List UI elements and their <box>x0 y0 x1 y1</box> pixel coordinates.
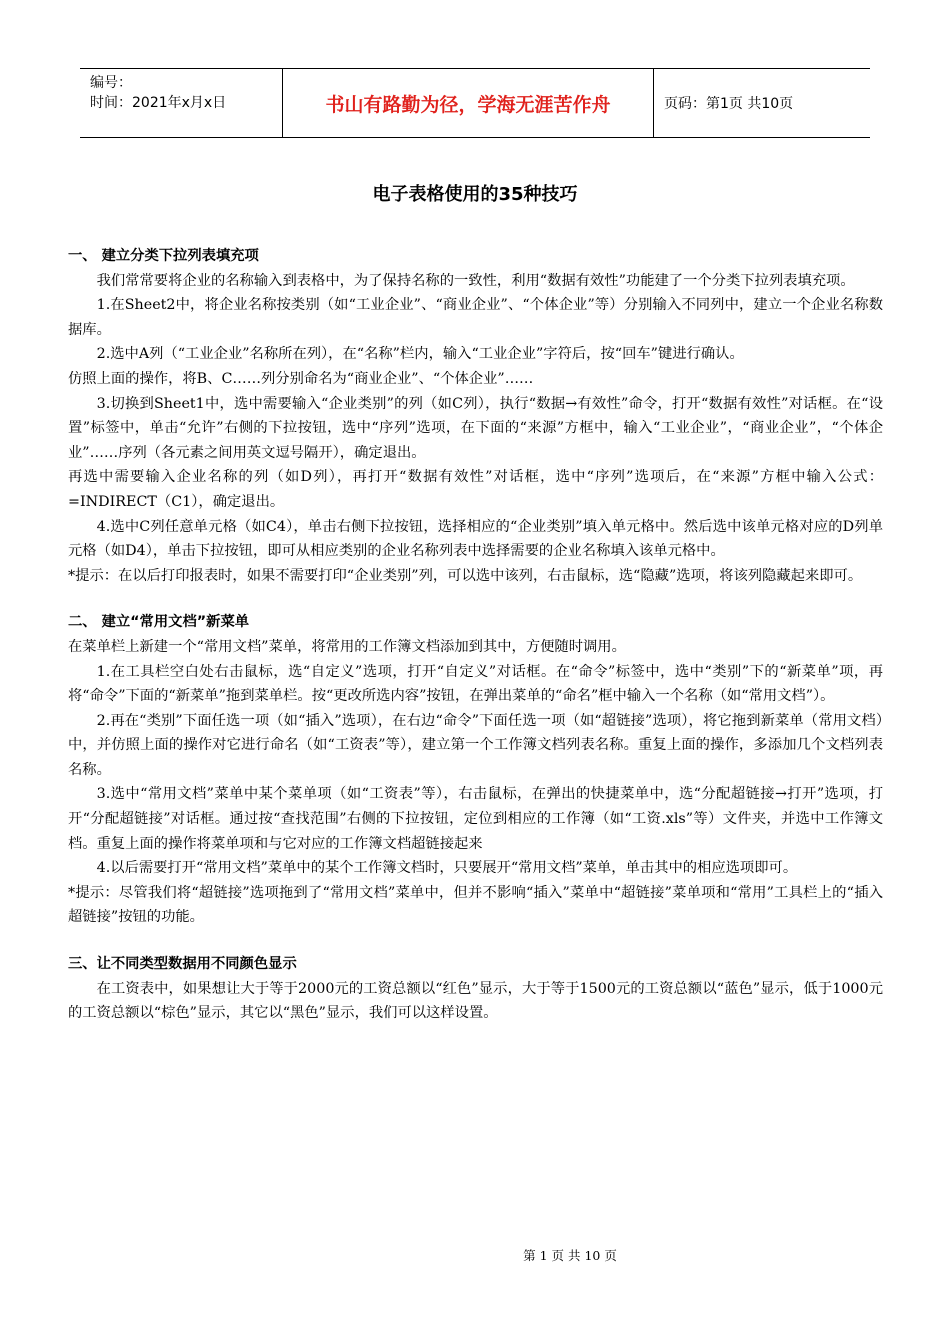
paragraph: 1.在Sheet2中，将企业名称按类别（如“工业企业”、“商业企业”、“个体企业”等）分别输入不同列中，建立一个企业名称数据库。 <box>68 297 883 338</box>
paragraph: 在菜单栏上新建一个“常用文档”菜单，将常用的工作簿文档添加到其中，方便随时调用。 <box>68 638 626 655</box>
tip-paragraph: *提示：尽管我们将“超链接”选项拖到了“常用文档”菜单中，但并不影响“插入”菜单中“超链接”菜单项和“常用”工具栏上的“插入超链接”按钮的功能。 <box>68 884 883 926</box>
tip-paragraph: *提示：在以后打印报表时，如果不需要打印“企业类别”列，可以选中该列，右击鼠标，选“隐藏”选项，将该列隐藏起来即可。 <box>68 567 863 584</box>
document-number-label: 编号： <box>90 75 132 91</box>
document-body <box>68 244 883 1026</box>
section-gap <box>68 930 883 952</box>
document-title: 电子表格使用的35种技巧 <box>372 184 578 205</box>
section-heading: 三、让不同类型数据用不同颜色显示 <box>68 956 297 973</box>
header-motto: 书山有路勤为径，学海无涯苦作舟 <box>283 69 654 137</box>
page-header <box>80 68 870 138</box>
paragraph: 我们常常要将企业的名称输入到表格中，为了保持名称的一致性，利用“数据有效性”功能建了一个分类下拉列表填充项。 <box>96 272 855 289</box>
paragraph: 4.选中C列任意单元格（如C4），单击右侧下拉按钮，选择相应的“企业类别”填入单元格中。然后选中该单元格对应的D列单元格（如D4），单击下拉按钮，即可从相应类别的企业名称列表中选择需要的企业名称填入该单元格中。 <box>68 518 883 560</box>
paragraph: 1.在工具栏空白处右击鼠标，选“自定义”选项，打开“自定义”对话框。在“命令”标签中，选中“类别”下的“新菜单”项，再将“命令”下面的“新菜单”拖到菜单栏。按“更改所选内容”按钮，在弹出菜单的“命名”框中输入一个名称（如“常用文档”）。 <box>68 663 883 705</box>
paragraph: 再选中需要输入企业名称的列（如D列），再打开“数据有效性”对话框，选中“序列”选项后，在“来源”方框中输入公式：=INDIRECT（C1），确定退出。 <box>68 469 883 510</box>
paragraph: 仿照上面的操作，将B、C……列分别命名为“商业企业”、“个体企业”…… <box>68 370 534 387</box>
page-footer: 第 1 页 共 10 页 <box>523 1248 617 1263</box>
paragraph: 2.选中A列（“工业企业”名称所在列），在“名称”栏内，输入“工业企业”字符后，按“回车”键进行确认。 <box>96 346 744 363</box>
section-heading: 一、 建立分类下拉列表填充项 <box>68 248 259 264</box>
paragraph: 在工资表中，如果想让大于等于2000元的工资总额以“红色”显示，大于等于1500元的工资总额以“蓝色”显示，低于1000元的工资总额以“棕色”显示，其它以“黑色”显示，我们可以这样设置。 <box>68 980 883 1022</box>
paragraph: 2.再在“类别”下面任选一项（如“插入”选项），在右边“命令”下面任选一项（如“超链接”选项），将它拖到新菜单（常用文档）中，并仿照上面的操作对它进行命名（如“工资表”等），建立第一个工作簿文档列表名称。重复上面的操作，多添加几个文档列表名称。 <box>68 712 883 778</box>
section-gap <box>68 588 883 610</box>
paragraph: 3.切换到Sheet1中，选中需要输入“企业类别”的列（如C列），执行“数据→有效性”命令，打开“数据有效性”对话框。在“设置”标签中，单击“允许”右侧的下拉按钮，选中“序列”选项，在下面的“来源”方框中，输入“工业企业”，“商业企业”，“个体企业”……序列（各元素之间用英文逗号隔开），确定退出。 <box>68 395 883 461</box>
document-date: 时间：2021年x月x日 <box>90 95 227 111</box>
paragraph: 4.以后需要打开“常用文档”菜单中的某个工作簿文档时，只要展开“常用文档”菜单，单击其中的相应选项即可。 <box>96 860 798 877</box>
header-meta <box>80 69 283 137</box>
paragraph: 3.选中“常用文档”菜单中某个菜单项（如“工资表”等），右击鼠标，在弹出的快捷菜单中，选“分配超链接→打开”选项，打开“分配超链接”对话框。通过按“查找范围”右侧的下拉按钮，定位到相应的工作簿（如“工资.xls”等）文件夹，并选中工作簿文档。重复上面的操作将菜单项和与它对应的工作簿文档超链接起来 <box>68 786 883 852</box>
section-heading: 二、 建立“常用文档”新菜单 <box>68 614 250 631</box>
header-page-info: 页码：第1页 共10页 <box>664 96 794 112</box>
